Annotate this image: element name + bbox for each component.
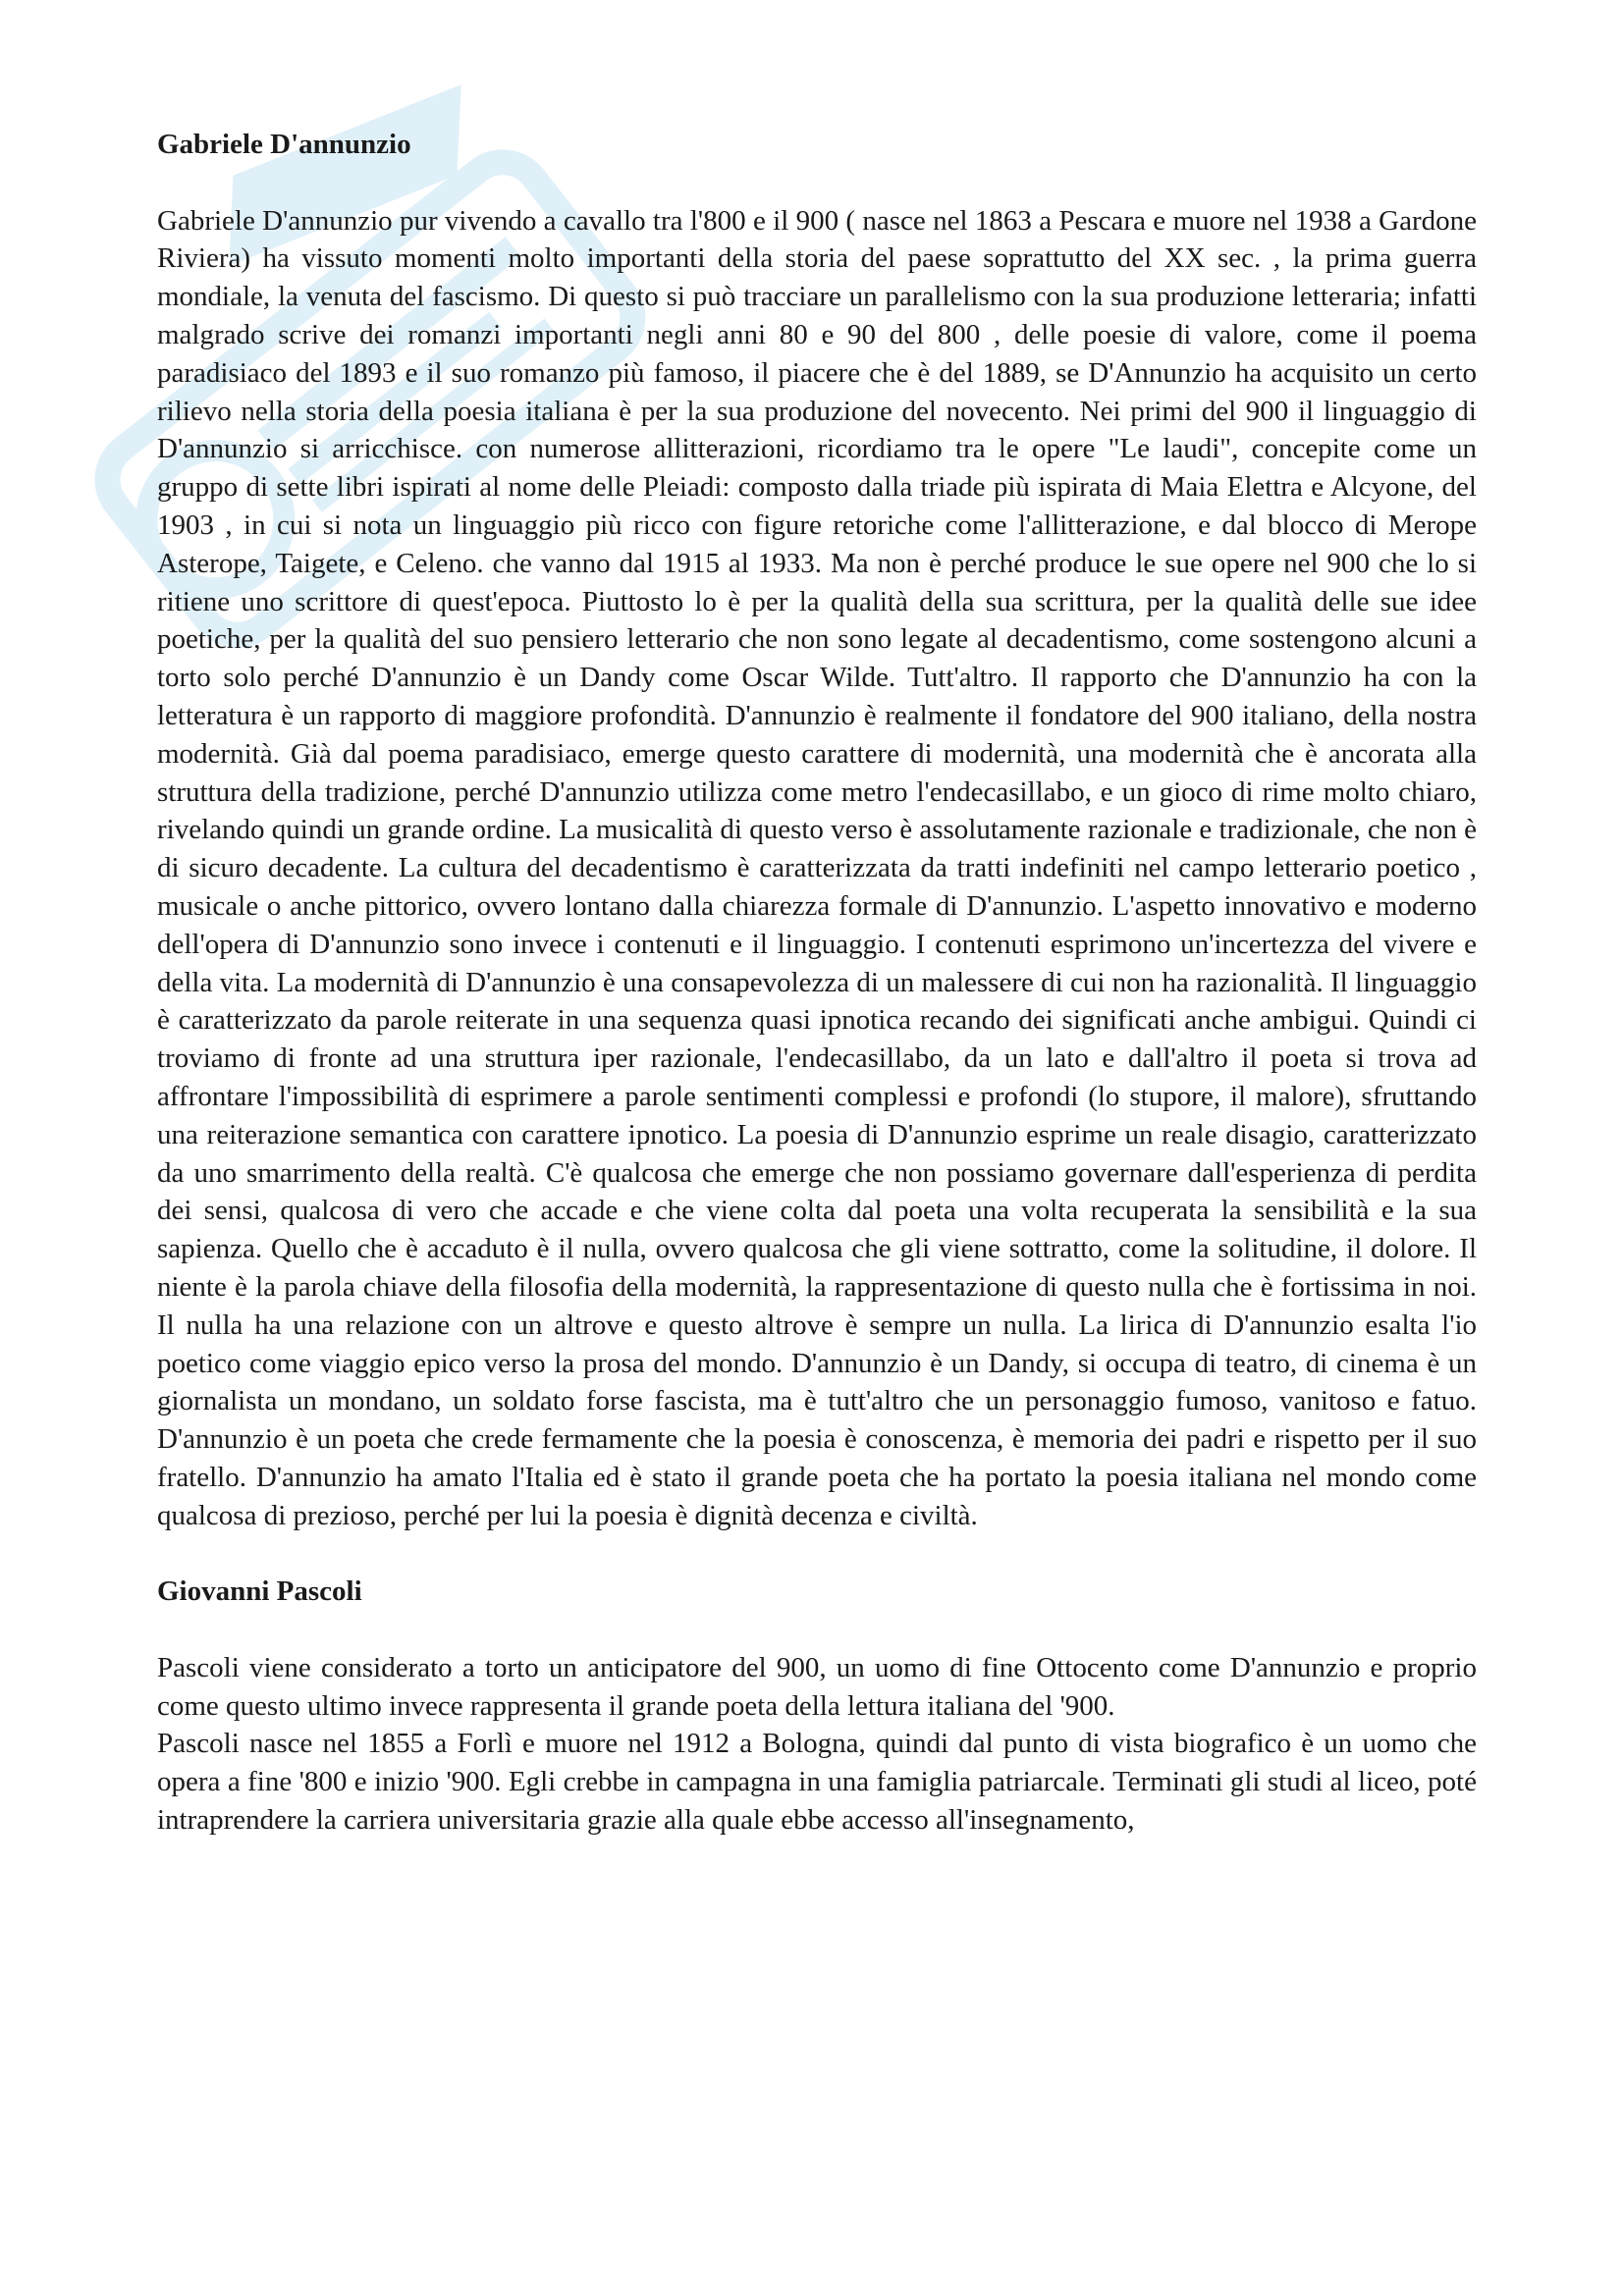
document-body [157,126,1477,1840]
spacer [157,1534,1477,1573]
section-title-dannunzio: Gabriele D'annunzio [157,129,411,160]
paragraph-pascoli-2: Pascoli nasce nel 1855 a Forlì e muore nel 1912 a Bologna, quindi dal punto di vista biografico è un uomo che opera a fine '800 e inizio '900. Egli crebbe in campagna in una famiglia patriarcale. Terminati gli studi al liceo, poté intraprendere la carriera universitaria grazie alla quale ebbe accesso all'insegnamento, [157,1728,1477,1837]
spacer [157,1611,1477,1649]
section-title-pascoli: Giovanni Pascoli [157,1575,362,1608]
spacer [157,164,1477,202]
paragraph-dannunzio: Gabriele D'annunzio pur vivendo a cavallo tra l'800 e il 900 ( nasce nel 1863 a Pescara e muore nel 1938 a Gardone Riviera) ha vissuto momenti molto importanti della storia del paese soprattutto del XX sec. , la prima guerra mondiale, la venuta del fascismo. Di questo si può tracciare un parallelismo con la sua produzione letteraria; infatti malgrado scrive dei romanzi importanti negli anni 80 e 90 del 800 , delle poesie di valore, come il poema paradisiaco del 1893 e il suo romanzo più famoso, il piacere che è del 1889, se D'Annunzio ha acquisito un certo rilievo nella storia della poesia italiana è per la sua produzione del novecento. Nei primi del 900 il linguaggio di D'annunzio si arricchisce. con numerose allitterazioni, ricordiamo tra le opere "Le laudi", concepite come un gruppo di sette libri ispirati al nome delle Pleiadi: composto dalla triade più ispirata di Maia Elettra e Alcyone, del 1903 , in cui si nota un linguaggio più ricco con figure retoriche come l'allitterazione, e dal blocco di Merope Asterope, Taigete, e Celeno. che vanno dal 1915 al 1933. Ma non è perché produce le sue opere nel 900 che lo si ritiene uno scrittore di quest'epoca. Piuttosto lo è per la qualità della sua scrittura, per la qualità delle sue idee poetiche, per la qualità del suo pensiero letterario che non sono legate al decadentismo, come sostengono alcuni a torto solo perché D'annunzio è un Dandy come Oscar Wilde. Tutt'altro. Il rapporto che D'annunzio ha con la letteratura è un rapporto di maggiore profondità. D'annunzio è realmente il fondatore del 900 italiano, della nostra modernità. Già dal poema paradisiaco, emerge questo carattere di modernità, una modernità che è ancorata alla struttura della tradizione, perché D'annunzio utilizza come metro l'endecasillabo, e un gioco di rime molto chiaro, rivelando quindi un grande ordine. La musicalità di questo verso è assolutamente razionale e tradizionale, che non è di sicuro decadente. La cultura del decadentismo è caratterizzata da tratti indefiniti nel campo letterario poetico , musicale o anche pittorico, ovvero lontano dalla chiarezza formale di D'annunzio. L'aspetto innovativo e moderno dell'opera di D'annunzio sono invece i contenuti e il linguaggio. I contenuti esprimono un'incertezza del vivere e della vita. La modernità di D'annunzio è una consapevolezza di un malessere di cui non ha razionalità. Il linguaggio è caratterizzato da parole reiterate in una sequenza quasi ipnotica recando dei significati anche ambigui. Quindi ci troviamo di fronte ad una struttura iper razionale, l'endecasillabo, da un lato e dall'altro il poeta si trova ad affrontare l'impossibilità di esprimere a parole sentimenti complessi e profondi (lo stupore, il malore), sfruttando una reiterazione semantica con carattere ipnotico. La poesia di D'annunzio esprime un reale disagio, caratterizzato da uno smarrimento della realtà. C'è qualcosa che emerge che non possiamo governare dall'esperienza di perdita dei sensi, qualcosa di vero che accade e che viene colta dal poeta una volta recuperata la sensibilità e la sua sapienza. Quello che è accaduto è il nulla, ovvero qualcosa che gli viene sottratto, come la solitudine, il dolore. Il niente è la parola chiave della filosofia della modernità, la rappresentazione di questo nulla che è fortissima in noi. Il nulla ha una relazione con un altrove e questo altrove è sempre un nulla. La lirica di D'annunzio esalta l'io poetico come viaggio epico verso la prosa del mondo. D'annunzio è un Dandy, si occupa di teatro, di cinema è un giornalista un mondano, un soldato forse fascista, ma è tutt'altro che un personaggio fumoso, vanitoso e fatuo. D'annunzio è un poeta che crede fermamente che la poesia è conoscenza, è memoria dei padri e rispetto per il suo fratello. D'annunzio ha amato l'Italia ed è stato il grande poeta che ha portato la poesia italiana nel mondo come qualcosa di prezioso, perché per lui la poesia è dignità decenza e civiltà. [157,204,1477,1531]
paragraph-pascoli-1: Pascoli viene considerato a torto un anticipatore del 900, un uomo di fine Ottocento come D'annunzio e proprio come questo ultimo invece rappresenta il grande poeta della lettura italiana del '900. [157,1651,1477,1722]
